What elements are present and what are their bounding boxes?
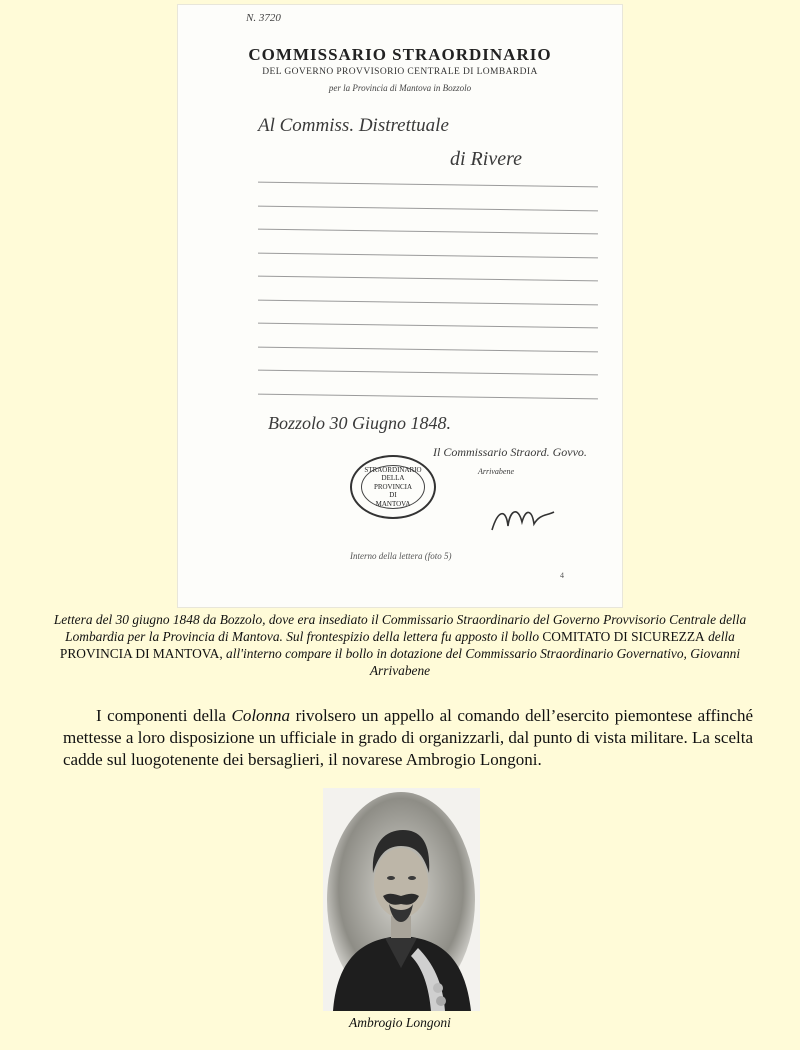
- stamp-line: MANTOVA: [375, 499, 411, 508]
- stamp-line: DELLA: [381, 474, 405, 483]
- caption-text: Lettera del 30 giugno 1848 da Bozzolo, dove era insediato il Commissario Straordinario del Governo Provvisorio Centrale della Lombardia per la Provincia di Mantova. Sul frontespizio della lettera fu apposto il bollo: [53, 612, 747, 644]
- caption-upright-text: COMITATO DI SICUREZZA: [542, 629, 705, 644]
- stamp-line: DI: [389, 491, 397, 500]
- official-stamp: [350, 455, 436, 519]
- letter-ref-number: N. 3720: [246, 12, 281, 24]
- stamp-line: STRAORDINARIO: [364, 465, 422, 474]
- letter-page-number: 4: [560, 571, 564, 580]
- caption-upright-text: PROVINCIA DI MANTOVA,: [59, 646, 223, 661]
- letter-heading-subtitle: DEL GOVERNO PROVVISORIO CENTRALE DI LOMBARDIA: [262, 67, 538, 77]
- letter-handwritten-body: [258, 183, 598, 418]
- letter-caption: [30, 611, 770, 679]
- letter-scan-image: [178, 5, 622, 607]
- letter-signature-name: Arrivabene: [478, 467, 514, 476]
- letter-signature-title: Il Commissario Straord. Govvo.: [433, 445, 587, 459]
- letter-inner-caption: Interno della lettera (foto 5): [350, 551, 452, 561]
- handwritten-signature-icon: [488, 500, 558, 540]
- caption-text: all'interno compare il bollo in dotazione del Commissario Straordinario Governativo, Giovanni Arrivabene: [222, 646, 741, 678]
- body-paragraph: [63, 705, 753, 771]
- letter-heading-province: per la Provincia di Mantova in Bozzolo: [328, 83, 472, 93]
- letter-heading-title: COMMISSARIO STRAORDINARIO: [248, 45, 552, 64]
- letter-address-line1: Al Commiss. Distrettuale: [258, 115, 449, 136]
- portrait-image: [323, 788, 480, 1011]
- stamp-line: PROVINCIA: [373, 482, 413, 491]
- portrait-drawing: [323, 788, 480, 1011]
- paragraph-text: I componenti della: [96, 706, 232, 725]
- letter-address-line2: di Rivere: [450, 148, 523, 170]
- paragraph-text: rivolsero un appello al comando dell’esercito piemontese affinché mettesse a loro disposizione un ufficiale in grado di organizzarli, dal punto di vista militare. La scelta cadde sul luogotenente dei bersaglieri, il novarese Ambrogio Longoni.: [63, 706, 753, 769]
- paragraph-italic-text: Colonna: [231, 706, 291, 725]
- caption-text: della: [704, 629, 735, 644]
- letter-date-line: Bozzolo 30 Giugno 1848.: [268, 413, 452, 433]
- portrait-caption: Ambrogio Longoni: [349, 1015, 451, 1030]
